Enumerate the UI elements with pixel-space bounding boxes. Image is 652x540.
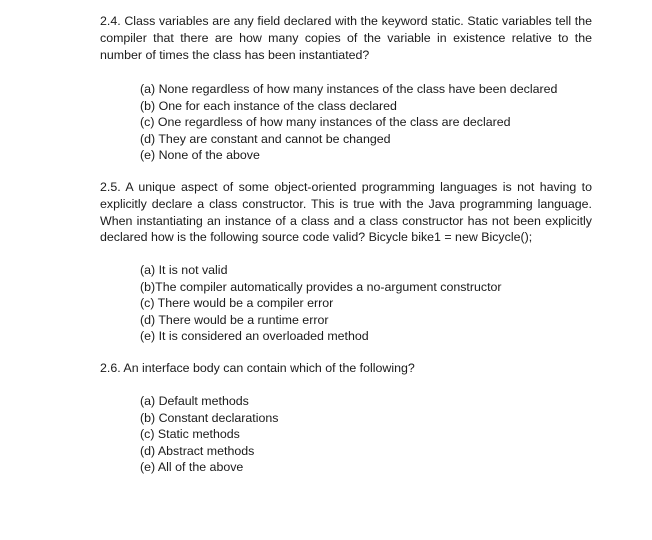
answer-option: (a) None regardless of how many instances of the class have been declared xyxy=(140,82,558,96)
question-2-4 xyxy=(100,13,592,63)
question-2-5 xyxy=(100,179,592,246)
answer-option: (a) It is not valid xyxy=(140,263,228,277)
answer-option: (c) One regardless of how many instances of the class are declared xyxy=(140,115,511,130)
answer-option: (e) None of the above xyxy=(140,148,260,163)
answer-options xyxy=(140,262,600,345)
answer-option: (b)The compiler automatically provides a no-argument constructor xyxy=(140,279,502,294)
answer-option: (e) It is considered an overloaded method xyxy=(140,329,369,344)
answer-option: (b) One for each instance of the class declared xyxy=(140,98,397,113)
answer-option: (d) They are constant and cannot be changed xyxy=(140,131,391,146)
answer-option: (e) All of the above xyxy=(140,460,244,475)
answer-options xyxy=(140,393,600,476)
question-stem: 2.5. A unique aspect of some object-oriented programming languages is not having to explicitly declare a class constructor. This is true with the Java programming language. When instantiating an instance of a class and a class constructor has not been explicitly declared how is the following source code valid? Bicycle bike1 = new Bicycle(); xyxy=(100,180,592,245)
question-stem: 2.4. Class variables are any field declared with the keyword static. Static variables tell the compiler that there are how many copies of the variable in existence relative to the number of times the class has been instantiated? xyxy=(100,14,592,62)
answer-options xyxy=(140,81,600,164)
question-2-6 xyxy=(100,360,592,377)
answer-option: (c) Static methods xyxy=(140,427,240,442)
answer-option: (a) Default methods xyxy=(140,394,249,408)
answer-option: (b) Constant declarations xyxy=(140,410,279,425)
answer-option: (d) Abstract methods xyxy=(140,443,255,458)
answer-option: (c) There would be a compiler error xyxy=(140,296,334,311)
answer-option: (d) There would be a runtime error xyxy=(140,312,329,327)
question-stem: 2.6. An interface body can contain which of the following? xyxy=(100,361,415,375)
